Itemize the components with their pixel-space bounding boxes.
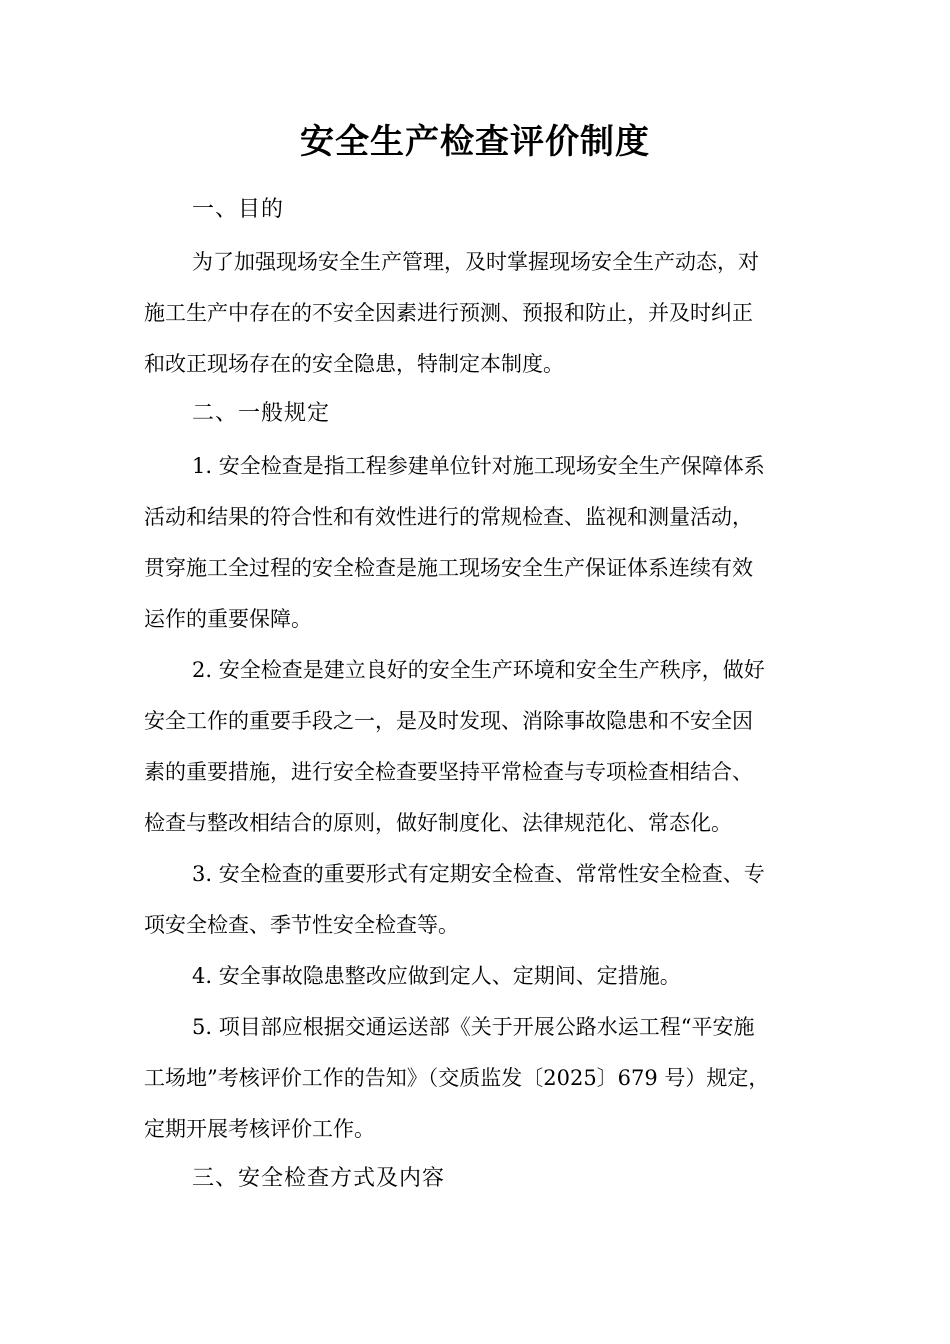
paragraph-line: 安全工作的重要手段之一，是及时发现、消除事故隐患和不安全因 bbox=[144, 709, 753, 733]
section-heading-general-rules: 二、一般规定 bbox=[192, 401, 331, 426]
section-heading-purpose: 一、目的 bbox=[192, 197, 285, 222]
paragraph-line: 检查与整改相结合的原则，做好制度化、法律规范化、常态化。 bbox=[144, 811, 732, 835]
page-title: 安全生产检查评价制度 bbox=[300, 122, 650, 162]
paragraph-line: 活动和结果的符合性和有效性进行的常规检查、监视和测量活动， bbox=[144, 505, 753, 529]
paragraph-line: 素的重要措施，进行安全检查要坚持平常检查与专项检查相结合、 bbox=[144, 760, 753, 784]
section-heading-inspection-methods: 三、安全检查方式及内容 bbox=[192, 1166, 446, 1191]
paragraph-line: 2. 安全检查是建立良好的安全生产环境和安全生产秩序，做好 bbox=[192, 658, 765, 682]
paragraph-line: 运作的重要保障。 bbox=[144, 607, 312, 631]
paragraph-line: 和改正现场存在的安全隐患，特制定本制度。 bbox=[144, 352, 564, 376]
paragraph-line: 5. 项目部应根据交通运送部《关于开展公路水运工程“平安施 bbox=[192, 1015, 755, 1039]
paragraph-line: 4. 安全事故隐患整改应做到定人、定期间、定措施。 bbox=[192, 964, 681, 988]
paragraph-line: 施工生产中存在的不安全因素进行预测、预报和防止，并及时纠正 bbox=[144, 301, 753, 325]
paragraph-line: 项安全检查、季节性安全检查等。 bbox=[144, 913, 459, 937]
paragraph-line: 1. 安全检查是指工程参建单位针对施工现场安全生产保障体系 bbox=[192, 454, 765, 478]
paragraph-line: 3. 安全检查的重要形式有定期安全检查、常常性安全检查、专 bbox=[192, 862, 765, 886]
paragraph-line: 定期开展考核评价工作。 bbox=[144, 1117, 375, 1141]
paragraph-line: 为了加强现场安全生产管理，及时掌握现场安全生产动态，对 bbox=[192, 250, 759, 274]
paragraph-line: 贯穿施工全过程的安全检查是施工现场安全生产保证体系连续有效 bbox=[144, 556, 753, 580]
paragraph-line: 工场地”考核评价工作的告知》（交质监发〔2025〕679 号）规定， bbox=[144, 1066, 770, 1090]
